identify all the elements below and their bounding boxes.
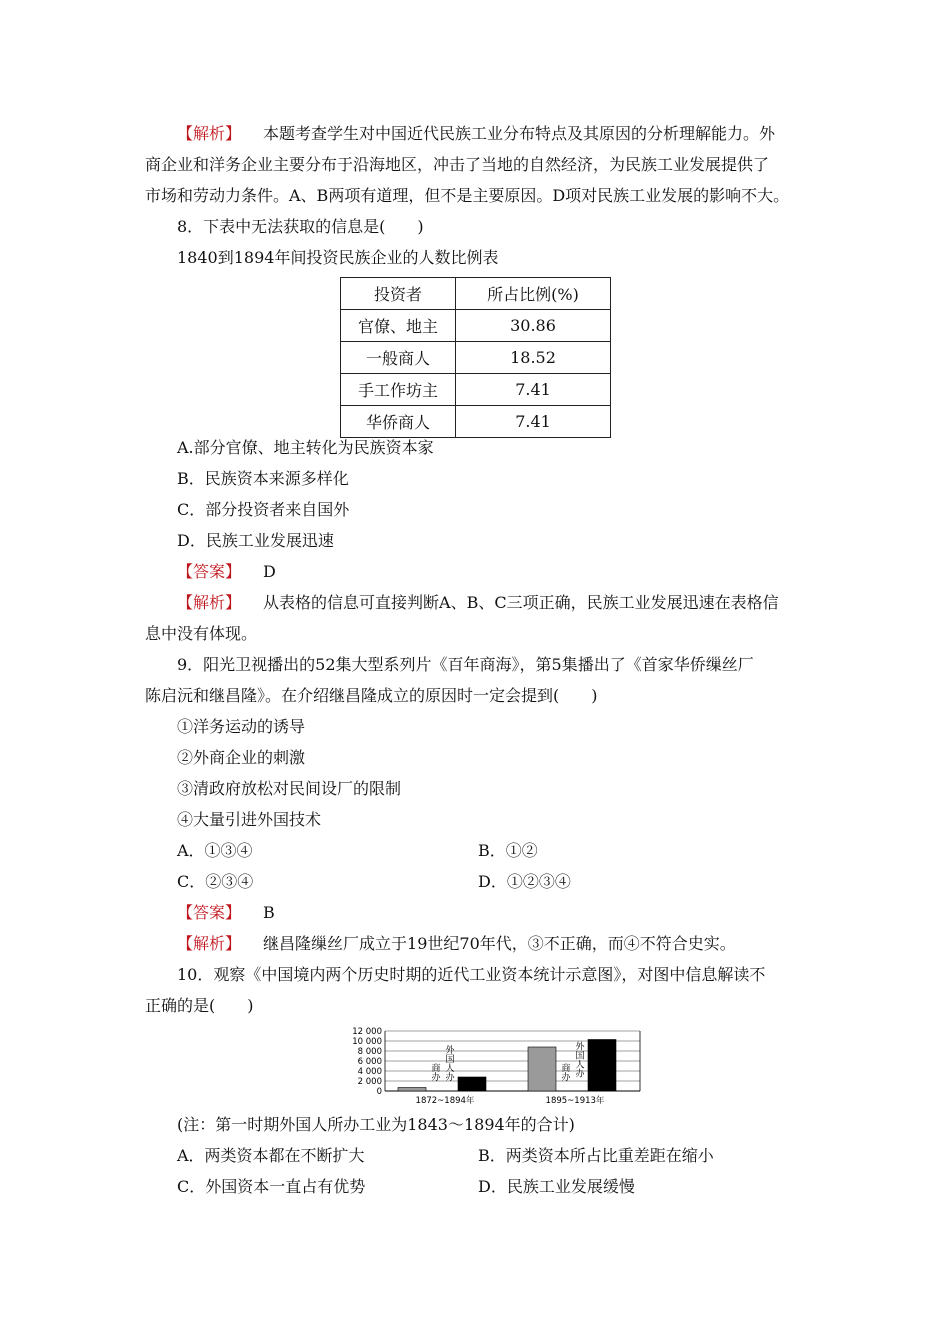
q10-note: (注：第一时期外国人所办工业为1843～1894年的合计) [177, 1115, 575, 1134]
q10-option-a: A．两类资本都在不断扩大 [177, 1146, 365, 1165]
analysis-tag: 【 解析 】 [177, 124, 241, 143]
y-tick-label: 8 000 [357, 1047, 382, 1057]
table-cell: 30.86 [456, 310, 611, 342]
q9-option-d: D．①②③④ [478, 872, 571, 891]
table-row [341, 310, 611, 342]
analysis-tag: 【 解析 】 [177, 593, 241, 612]
q8-analysis-line-1: 【 解析 】 从表格的信息可直接判断A、B、C三项正确，民族工业发展迅速在表格信 [145, 593, 779, 613]
q10-option-d: D．民族工业发展缓慢 [478, 1177, 635, 1196]
chart-layer [352, 1027, 640, 1106]
industrial-capital-chart [340, 1027, 660, 1107]
q8-question: 8．下表中无法获取的信息是( ) [177, 217, 424, 236]
q9-analysis-line-1: 【 解析 】 继昌隆缫丝厂成立于19世纪70年代，③不正确，而④不符合史实。 [145, 934, 736, 954]
q9-item-3: ③清政府放松对民间设厂的限制 [177, 779, 402, 798]
q10-question-line-1: 10．观察《中国境内两个历史时期的近代工业资本统计示意图》，对图中信息解读不 [177, 965, 766, 984]
answer-tag: 【 答案 】 [177, 903, 241, 922]
y-tick-label: 0 [376, 1087, 382, 1097]
bar-waiguoren [458, 1077, 486, 1091]
table-cell: 18.52 [456, 342, 611, 374]
x-category-label: 1872~1894年 [415, 1096, 475, 1106]
q9-options-row-2 [177, 872, 571, 892]
q8-table-title: 1840到1894年间投资民族企业的人数比例表 [177, 248, 499, 267]
table-cell: 手工作坊主 [341, 374, 456, 406]
q8-option-c: C．部分投资者来自国外 [177, 500, 350, 519]
table-cell: 华侨商人 [341, 406, 456, 438]
table-cell: 7.41 [456, 374, 611, 406]
q8-option-b: B．民族资本来源多样化 [177, 469, 349, 488]
q7-analysis-line-2: 商企业和洋务企业主要分布于沿海地区，冲击了当地的自然经济，为民族工业发展提供了 [145, 155, 770, 174]
analysis-tag: 【 解析 】 [177, 934, 241, 953]
q9-question-line-1: 9．阳光卫视播出的52集大型系列片《百年商海》，第5集播出了《首家华侨缫丝厂 [177, 655, 754, 674]
bar-label: 外国人办 [445, 1046, 455, 1083]
bar-label: 外国人办 [575, 1042, 585, 1080]
q7-analysis-line-1: 【 解析 】 本题考查学生对中国近代民族工业分布特点及其原因的分析理解能力。外 [145, 124, 775, 144]
q9-option-a: A．①③④ [177, 841, 253, 860]
q8-analysis-line-2: 息中没有体现。 [145, 624, 258, 643]
bar-label: 商办 [561, 1064, 571, 1083]
q9-option-b: B．①② [478, 841, 538, 860]
bar-label: 商办 [431, 1064, 441, 1083]
q9-item-2: ②外商企业的刺激 [177, 748, 306, 767]
table-header: 投资者 [341, 278, 456, 310]
q8-option-d: D．民族工业发展迅速 [177, 531, 334, 550]
q9-answer-line [145, 903, 275, 923]
investor-ratio-table [340, 277, 611, 438]
q8-option-a: A.部分官僚、地主转化为民族资本家 [177, 438, 434, 457]
q9-item-1: ①洋务运动的诱导 [177, 717, 306, 736]
bar-shangban [528, 1047, 556, 1091]
q10-question-line-2: 正确的是( ) [145, 996, 254, 1015]
q10-option-b: B．两类资本所占比重差距在缩小 [478, 1146, 714, 1165]
answer-tag: 【 答案 】 [177, 562, 241, 581]
table-row [341, 406, 611, 438]
bar-waiguoren [588, 1040, 616, 1092]
q9-options-row-1 [177, 841, 538, 861]
q8-answer: D [263, 562, 276, 581]
table-cell: 7.41 [456, 406, 611, 438]
y-tick-label: 4 000 [357, 1067, 382, 1077]
q10-option-c: C．外国资本一直占有优势 [177, 1177, 366, 1196]
q10-options-row-1 [177, 1146, 714, 1166]
q10-options-row-2 [177, 1177, 635, 1197]
y-tick-label: 6 000 [357, 1057, 382, 1067]
table-header: 所占比例(%) [456, 278, 611, 310]
x-category-label: 1895~1913年 [545, 1096, 605, 1106]
q9-answer: B [263, 903, 275, 922]
table-cell: 一般商人 [341, 342, 456, 374]
table-cell: 官僚、地主 [341, 310, 456, 342]
y-tick-label: 2 000 [357, 1077, 382, 1087]
q8-answer-line [145, 562, 276, 582]
q9-question-line-2: 陈启沅和继昌隆》。在介绍继昌隆成立的原因时一定会提到( ) [145, 686, 598, 705]
table-header-row [341, 278, 611, 310]
table-row [341, 342, 611, 374]
y-tick-label: 10 000 [352, 1037, 382, 1047]
bar-shangban [398, 1088, 426, 1092]
q7-analysis-line-3: 市场和劳动力条件。A、B两项有道理，但不是主要原因。D项对民族工业发展的影响不大。 [145, 186, 790, 205]
q9-item-4: ④大量引进外国技术 [177, 810, 322, 829]
y-tick-label: 12 000 [352, 1027, 382, 1037]
q9-option-c: C．②③④ [177, 872, 254, 891]
table-row [341, 374, 611, 406]
